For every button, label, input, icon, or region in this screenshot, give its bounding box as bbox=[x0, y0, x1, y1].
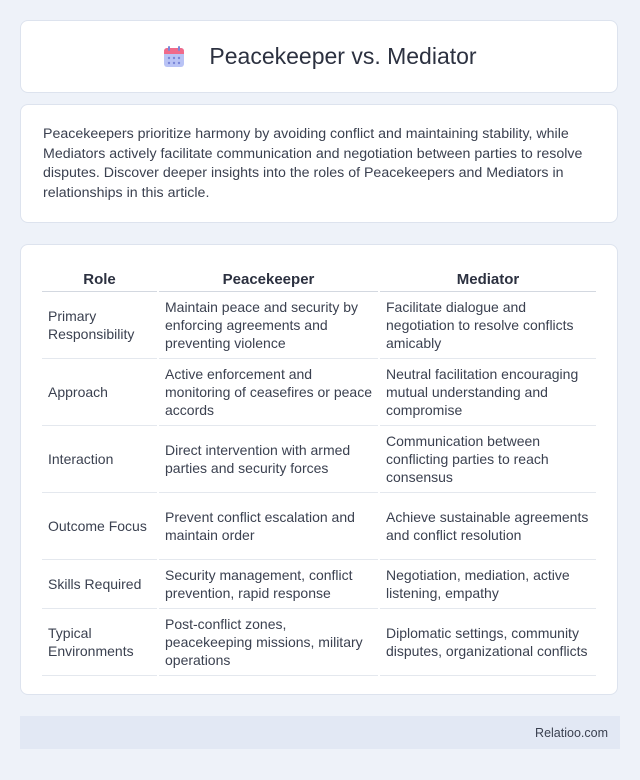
column-header-mediator: Mediator bbox=[380, 265, 596, 292]
mediator-cell: Diplomatic settings, community disputes, organizational conflicts bbox=[380, 609, 596, 676]
table-row bbox=[42, 493, 596, 560]
intro-paragraph: Peacekeepers prioritize harmony by avoiding conflict and maintaining stability, while Mediators actively facilitate communication and negotiation between parties to resolve disputes. Discover deeper insights into the roles of Peacekeepers and Mediators in relationships in this article. bbox=[43, 126, 583, 201]
calendar-icon bbox=[161, 44, 187, 70]
table-row bbox=[42, 426, 596, 493]
mediator-cell: Facilitate dialogue and negotiation to resolve conflicts amicably bbox=[380, 292, 596, 359]
mediator-cell: Achieve sustainable agreements and conflict resolution bbox=[380, 493, 596, 560]
column-header-peacekeeper: Peacekeeper bbox=[159, 265, 378, 292]
mediator-cell: Negotiation, mediation, active listening, empathy bbox=[380, 560, 596, 609]
row-label: Interaction bbox=[42, 426, 157, 493]
peacekeeper-cell: Active enforcement and monitoring of ceasefires or peace accords bbox=[159, 359, 378, 426]
footer-brand-link[interactable]: Relatioo.com bbox=[535, 725, 608, 740]
intro-card bbox=[20, 104, 618, 223]
table-row bbox=[42, 609, 596, 676]
table-row bbox=[42, 359, 596, 426]
comparison-card bbox=[20, 244, 618, 695]
peacekeeper-cell: Maintain peace and security by enforcing agreements and preventing violence bbox=[159, 292, 378, 359]
row-label: Skills Required bbox=[42, 560, 157, 609]
peacekeeper-cell: Post-conflict zones, peacekeeping missions, military operations bbox=[159, 609, 378, 676]
mediator-cell: Communication between conflicting parties to reach consensus bbox=[380, 426, 596, 493]
title-card bbox=[20, 20, 618, 93]
row-label: Typical Environments bbox=[42, 609, 157, 676]
row-label: Primary Responsibility bbox=[42, 292, 157, 359]
comparison-table bbox=[40, 265, 598, 676]
column-header-role: Role bbox=[42, 265, 157, 292]
table-row bbox=[42, 292, 596, 359]
table-row bbox=[42, 560, 596, 609]
footer bbox=[20, 716, 620, 749]
mediator-cell: Neutral facilitation encouraging mutual understanding and compromise bbox=[380, 359, 596, 426]
row-label: Approach bbox=[42, 359, 157, 426]
table-header-row bbox=[42, 265, 596, 292]
row-label: Outcome Focus bbox=[42, 493, 157, 560]
peacekeeper-cell: Direct intervention with armed parties and security forces bbox=[159, 426, 378, 493]
peacekeeper-cell: Prevent conflict escalation and maintain order bbox=[159, 493, 378, 560]
peacekeeper-cell: Security management, conflict prevention, rapid response bbox=[159, 560, 378, 609]
page-title: Peacekeeper vs. Mediator bbox=[209, 43, 477, 69]
